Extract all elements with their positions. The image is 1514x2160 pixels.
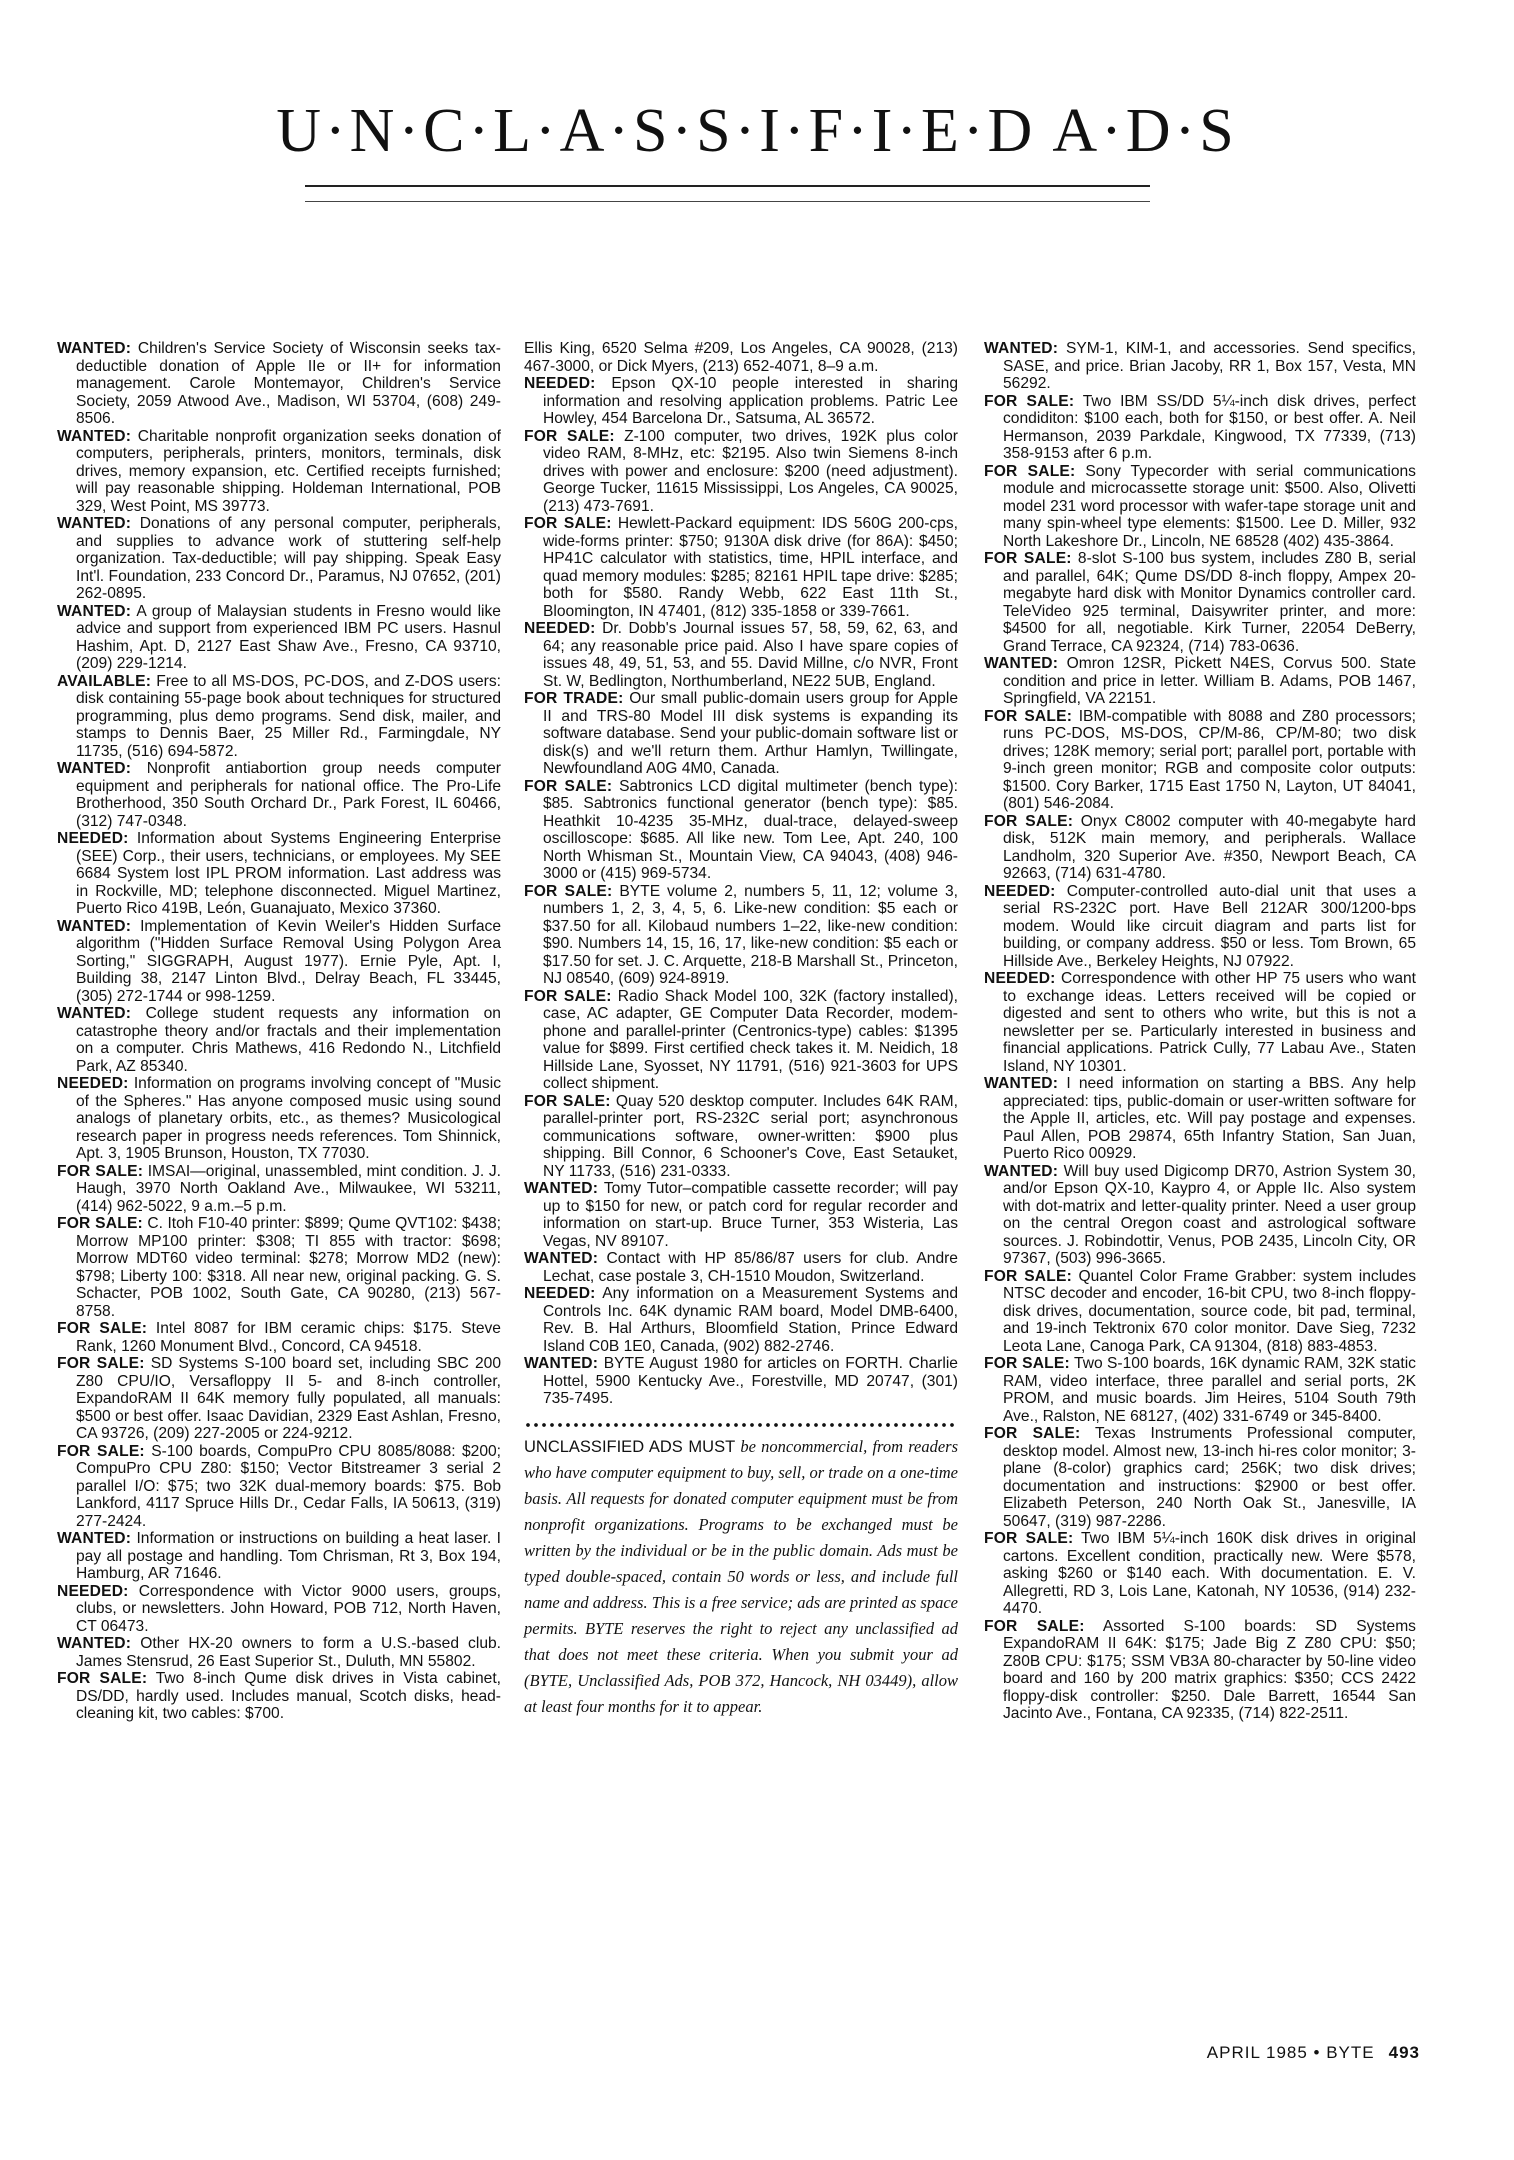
ad-text: Epson QX-10 people interested in sharing information and resolving application problems. Patric Lee Howley, 454 Barcelona Dr., Satsuma, AL 36572. (543, 375, 958, 427)
classified-ad (984, 1163, 1416, 1268)
classified-ad (57, 830, 501, 918)
ad-label: FOR SALE: (57, 1355, 145, 1372)
ad-label: WANTED: (57, 515, 132, 532)
ad-text: Implementation of Kevin Weiler's Hidden Surface algorithm ("Hidden Surface Removal Using Polygon Area Sorting," SIGGRAPH, August 1977). Ernie Pyle, Apt. I, Building 38, 2147 Linton Blvd., Delray Beach, FL 33445, (305) 272-1744 or 998-1259. (76, 917, 501, 1005)
ad-label: WANTED: (57, 1530, 132, 1547)
classified-ad (57, 1005, 501, 1075)
ad-label: WANTED: (57, 340, 132, 357)
ad-label: WANTED: (57, 427, 132, 445)
ads-column-3 (984, 340, 1416, 1723)
classified-ad (984, 1530, 1416, 1618)
ad-text: 8-slot S-100 bus system, includes Z80 B, serial and parallel, 64K; Qume DS/DD 8-inch floppy, Ampex 20-megabyte hard disk with Monitor Dynamics controller card. TeleVideo 925 terminal, Daisywriter printer, and more: $4500 for all, negotiable. Kirk Turner, 22054 DeBerry, Grand Terrace, CA 92324, (714) 783-0636. (1003, 550, 1416, 655)
ad-text: Radio Shack Model 100, 32K (factory installed), case, AC adapter, GE Computer Data Recorder, modem-phone and parallel-printer (Centronics-type) cables: $1395 value for $899. First certified check takes it. M. Neidich, 18 Hillside Lane, Syosset, NY 11791, (516) 921-3603 for UPS collect shipment. (543, 987, 958, 1092)
ad-label: WANTED: (524, 1250, 599, 1267)
ad-label: WANTED: (57, 602, 132, 620)
classified-ad (984, 550, 1416, 655)
classified-ad (57, 1320, 501, 1355)
classified-ad (984, 1075, 1416, 1163)
ad-text: Other HX-20 owners to form a U.S.-based club. James Stensrud, 26 East Superior St., Duluth, MN 55802. (76, 1635, 501, 1670)
classified-ad (524, 988, 958, 1093)
classified-ad (984, 883, 1416, 971)
ad-label: NEEDED: (984, 882, 1056, 900)
classified-ad (984, 340, 1416, 393)
ad-label: FOR SALE: (524, 515, 612, 532)
ad-label: FOR SALE: (984, 812, 1074, 830)
classified-ad (57, 1215, 501, 1320)
ads-column-1 (57, 340, 501, 1723)
ad-label: FOR SALE: (57, 1215, 143, 1232)
ad-text: IBM-compatible with 8088 and Z80 processors; runs PC-DOS, MS-DOS, CP/M-86, CP/M-80; two disk drives; 128K memory; serial port; parallel port, portable with 9-inch green monitor; RGB and composite color outputs: $1500. Cory Barker, 1715 East 1750 N, Layton, UT 84041, (801) 546-2084. (1003, 707, 1416, 812)
ad-text: Hewlett-Packard equipment: IDS 560G 200-cps, wide-forms printer: $750; 9130A disk drive (for 86A): $450; HP41C calculator with statistics, time, HPIL interface, and quad memory modules: $285; 82161 HPIL tape drive: $285; both for $580. Randy Webb, 622 East 11th St., Bloomington, IN 47401, (812) 335-1858 or 339-7661. (543, 515, 958, 620)
ad-text: Free to all MS-DOS, PC-DOS, and Z-DOS users: disk containing 55-page book about techniques for structured programming, plus demo programs. Send disk, mailer, and stamps to Dennis Baer, 25 Miller Rd., Farmingdale, NY 11735, (516) 694-5872. (76, 672, 501, 760)
ad-label: WANTED: (984, 1162, 1059, 1180)
ad-text: Correspondence with Victor 9000 users, groups, clubs, or newsletters. John Howard, POB 712, North Haven, CT 06473. (76, 1582, 501, 1635)
ad-text: Information on programs involving concept of "Music of the Spheres." Has anyone composed music using sound analogs of planetary orbits, etc., as themes? Musicological research paper in progress needs references. Tom Shinnick, Apt. 3, 1905 Brunson, Houston, TX 77030. (76, 1075, 501, 1162)
ad-label: WANTED: (524, 1180, 599, 1197)
classified-ad (524, 1355, 958, 1408)
ad-label: WANTED: (57, 760, 132, 777)
ad-label: FOR SALE: (984, 707, 1073, 725)
ad-label: NEEDED: (57, 1075, 129, 1092)
ad-label: FOR SALE: (984, 1617, 1085, 1635)
classified-ad (524, 340, 958, 375)
ad-text: Children's Service Society of Wisconsin seeks tax-deductible donation of Apple IIe or II+ for information management. Carole Montemayor, Children's Service Society, 2059 Atwood Ave., Madison, WI 53704, (608) 249-8506. (76, 340, 502, 427)
ad-label: WANTED: (984, 655, 1059, 672)
classified-ad (984, 1618, 1416, 1723)
ad-label: FOR TRADE: (524, 690, 624, 707)
ad-label: FOR SALE: (984, 392, 1075, 410)
ad-text: A group of Malaysian students in Fresno would like advice and support from experienced IBM PC users. Hasnul Hashim, Apt. D, 2127 East Shaw Ave., Fresno, CA 93710, (209) 229-1214. (76, 602, 501, 672)
classified-ad (984, 1355, 1416, 1425)
page-title: U·N·C·L·A·S·S·I·F·I·E·D A·D·S (276, 97, 1238, 165)
ad-label: FOR SALE: (524, 1092, 611, 1110)
ad-label: FOR SALE: (984, 462, 1076, 480)
ad-label: WANTED: (984, 1075, 1059, 1092)
classified-ad (57, 760, 501, 830)
classified-ad (524, 620, 958, 690)
dotted-divider (524, 1422, 958, 1428)
ad-text: Tomy Tutor–compatible cassette recorder; will pay up to $150 for new, or patch cord for regular recorder and information on start-up. Bruce Turner, 353 Wisteria, Las Vegas, NV 89107. (543, 1180, 958, 1250)
classified-ad (524, 515, 958, 620)
ad-label: FOR SALE: (984, 550, 1072, 567)
ad-text: Correspondence with other HP 75 users who want to exchange ideas. Letters received will be copied or digested and sent to others who write, but this is not a newsletter per se. Particularly interested in business and financial applications. Patrick Cully, 77 Labau Ave., Staten Island, NY 10301. (1003, 970, 1416, 1075)
classified-ad (57, 1635, 501, 1670)
ad-text: Donations of any personal computer, peripherals, and supplies to advance work of stuttering self-help organization. Tax-deductible; will pay shipping. Speak Easy Int'l. Foundation, 233 Concord Dr., Paramus, NJ 07652, (201) 262-0895. (76, 515, 501, 602)
notice-body: be noncommercial, from readers who have computer equipment to buy, sell, or trade on a one-time basis. All requests for donated computer equipment must be from nonprofit organizations. Programs to be exchanged must be written by the individual or be in the public domain. Ads must be typed double-spaced, contain 50 words or less, and include full name and address. This is a free service; ads are printed as space permits. BYTE reserves the right to reject any unclassified ad that does not meet these criteria. When you submit your ad (BYTE, Unclassified Ads, POB 372, Hancock, NH 03449), allow at least four months for it to appear. (524, 1436, 958, 1716)
classified-ad (57, 428, 501, 516)
classified-ad (984, 1268, 1416, 1356)
ad-label: NEEDED: (524, 620, 596, 637)
ad-label: FOR SALE: (524, 882, 613, 900)
ad-label: FOR SALE: (524, 427, 615, 445)
classified-ad (524, 1250, 958, 1285)
classified-ad (984, 970, 1416, 1075)
classified-ad (524, 375, 958, 428)
classified-ad (57, 340, 501, 428)
ad-text: Ellis King, 6520 Selma #209, Los Angeles, CA 90028, (213) 467-3000, or Dick Myers, (213) 652-4071, 8–9 a.m. (524, 340, 958, 375)
ad-label: FOR SALE: (524, 987, 612, 1005)
classified-ad (984, 655, 1416, 708)
submission-notice (524, 1434, 958, 1720)
ad-label: FOR SALE: (984, 1530, 1074, 1547)
ad-text: SYM-1, KIM-1, and accessories. Send specifics, SASE, and price. Brian Jacoby, RR 1, Box 157, Vesta, MN 56292. (1003, 340, 1416, 392)
ad-text: Two IBM 5¼-inch 160K disk drives in original cartons. Excellent condition, practically new. Were $578, asking $260 or $140 each. With documentation. E. V. Allegretti, RD 3, Lois Lane, Katonah, NY 10536, (914) 232-4470. (1003, 1530, 1416, 1617)
ad-text: College student requests any information on catastrophe theory and/or fractals and their implementation on a computer. Chris Mathews, 416 Redondo N., Litchfield Park, AZ 85340. (76, 1005, 501, 1075)
ad-label: WANTED: (57, 1635, 132, 1652)
ad-text: Two 8-inch Qume disk drives in Vista cabinet, DS/DD, hardly used. Includes manual, Scotch disks, head-cleaning kit, two cables: $700. (76, 1670, 501, 1722)
title-rule-top (305, 185, 1150, 187)
ad-text: S-100 boards, CompuPro CPU 8085/8088: $200; CompuPro CPU Z80: $150; Vector Bitstreamer 3 serial 2 parallel I/O: $75; two 32K dual-memory boards: $75. Bob Lankford, 4117 Spruce Hills Dr., Cedar Falls, IA 50613, (319) 277-2424. (76, 1442, 501, 1530)
classified-ad (984, 463, 1416, 551)
ad-label: AVAILABLE: (57, 672, 152, 690)
ad-text: Computer-controlled auto-dial unit that uses a serial RS-232C port. Have Bell 212AR 300/1200-bps modem. Would like circuit diagram and parts list for building, or company address. $50 or less. Tom Brown, 65 Hillside Ave., Berkeley Heights, NJ 07922. (1003, 882, 1416, 970)
classified-ad (57, 673, 501, 761)
classified-ad (524, 428, 958, 516)
ad-text: Two IBM SS/DD 5¼-inch disk drives, perfect condiditon: $100 each, both for $150, or best offer. A. Neil Hermanson, 2039 Parkdale, Kingwood, TX 77339, (713) 358-9153 after 6 p.m. (1003, 392, 1416, 462)
ad-label: NEEDED: (524, 1285, 596, 1302)
classified-ad (57, 918, 501, 1006)
ad-text: C. Itoh F10-40 printer: $899; Qume QVT102: $438; Morrow MP100 printer: $308; TI 855 with tractor: $698; Morrow MDT60 video terminal: $278; Morrow MD2 (new): $798; Liberty 100: $318. All near new, original packing. G. S. Schacter, POB 1002, South Gate, CA 90280, (213) 567-8758. (76, 1215, 501, 1320)
ad-text: Quay 520 desktop computer. Includes 64K RAM, parallel-printer port, RS-232C serial port; asynchronous communications software, owner-written: $900 plus shipping. Bill Connor, 6 Schooner's Cove, East Setauket, NY 11733, (516) 231-0333. (543, 1092, 958, 1180)
ad-label: FOR SALE: (984, 1355, 1070, 1372)
ad-text: Omron 12SR, Pickett N4ES, Corvus 500. State condition and price in letter. William B. Adams, POB 1467, Springfield, VA 22151. (1003, 655, 1416, 707)
classified-ad (524, 690, 958, 778)
classified-ad (57, 1075, 501, 1163)
ad-text: Information about Systems Engineering Enterprise (SEE) Corp., their users, technicians, or employees. My SEE 6684 System lost IPL PROM information. Last address was in Rockville, MD; telephone disconnected. Miguel Martinez, Puerto Rico 419B, León, Guanajuato, Mexico 37360. (76, 830, 501, 917)
ad-text: Dr. Dobb's Journal issues 57, 58, 59, 62, 63, and 64; any reasonable price paid. Also I have spare copies of issues 48, 49, 51, 53, and 55. David Millne, c/o NVR, Front St. W, Bedlington, Northumberland, NE22 5UB, England. (543, 620, 958, 690)
ad-text: Information or instructions on building a heat laser. I pay all postage and handling. Tom Chrisman, Rt 3, Box 194, Hamburg, AR 71646. (76, 1530, 501, 1582)
ad-text: Two S-100 boards, 16K dynamic RAM, 32K static RAM, video interface, three parallel and serial ports, 2K PROM, and music boards. Jim Heires, 5104 South 79th Ave., Ralston, NE 68127, (402) 331-6749 or 345-8400. (1003, 1355, 1416, 1425)
classified-ad (57, 515, 501, 603)
ad-label: WANTED: (57, 1005, 132, 1022)
page-footer (1207, 2043, 1420, 2063)
ad-label: WANTED: (524, 1355, 599, 1372)
classified-ad (984, 1425, 1416, 1530)
ad-label: NEEDED: (984, 970, 1056, 987)
classified-ad (984, 813, 1416, 883)
ad-text: BYTE volume 2, numbers 5, 11, 12; volume 3, numbers 1, 2, 3, 4, 5, 6. Like-new condition: $5 each or $37.50 for all. Kilobaud numbers 1–22, like-new condition: $90. Numbers 14, 15, 16, 17, like-new condition: $5 each or $17.50 for set. J. C. Arquette, 218-B Marshall St., Princeton, NJ 08540, (609) 924-8919. (543, 882, 958, 987)
ad-text: I need information on starting a BBS. Any help appreciated: tips, public-domain or user-written software for the Apple II, articles, etc. Will pay postage and expenses. Paul Allen, POB 29874, 65th Infantry Station, San Juan, Puerto Rico 00929. (1003, 1075, 1416, 1162)
title-rule-bottom (305, 201, 1150, 202)
ad-text: Texas Instruments Professional computer, desktop model. Almost new, 13-inch hi-res color monitor; 3-plane (8-color) graphics card; 256K; two disk drives; documentation and instructions: $2900 or best offer. Elizabeth Peterson, 240 North Oak St., Janesville, IA 50647, (319) 987-2286. (1003, 1425, 1416, 1530)
notice-lead: UNCLASSIFIED ADS MUST (524, 1437, 736, 1456)
classified-ad (57, 603, 501, 673)
classified-ad (57, 1443, 501, 1531)
ad-text: Our small public-domain users group for Apple II and TRS-80 Model III disk systems is expanding its software database. Send your public-domain software list or disk(s) and we'll return them. Arthur Hamlyn, Twillingate, Newfoundland A0G 4M0, Canada. (543, 690, 958, 777)
issue-label: APRIL 1985 • BYTE (1206, 2043, 1375, 2062)
classified-ad (524, 1093, 958, 1181)
ad-text: Charitable nonprofit organization seeks donation of computers, peripherals, printers, monitors, terminals, disk drives, memory expansion, etc. Certified receipts furnished; will pay reasonable shipping. Holdeman International, POB 329, West Point, MS 39773. (76, 427, 501, 515)
ad-text: Intel 8087 for IBM ceramic chips: $175. Steve Rank, 1260 Monument Blvd., Concord, CA 94518. (76, 1320, 501, 1355)
classified-ad (57, 1355, 501, 1443)
ad-text: Z-100 computer, two drives, 192K plus color video RAM, 8-MHz, etc: $2195. Also twin Siemens 8-inch drives with power and enclosure: $200 (need adjustment). George Tucker, 11615 Mississippi, Los Angeles, CA 90025, (213) 473-7691. (543, 427, 958, 515)
classified-ad (524, 883, 958, 988)
ad-text: Nonprofit antiabortion group needs computer equipment and peripherals for national office. The Pro-Life Brotherhood, 350 South Orchard Dr., Park Forest, IL 60466, (312) 747-0348. (76, 760, 501, 830)
ad-text: BYTE August 1980 for articles on FORTH. Charlie Hottel, 5900 Kentucky Ave., Forestville, MD 20747, (301) 735-7495. (543, 1355, 958, 1407)
ad-label: FOR SALE: (984, 1267, 1072, 1285)
classified-ad (984, 708, 1416, 813)
ad-text: SD Systems S-100 board set, including SBC 200 Z80 CPU/IO, Versafloppy II 5- and 8-inch controller, ExpandoRAM II 64K memory fully populated, all manuals: $500 or best offer. Isaac Davidian, 2329 East Ashlan, Fresno, CA 93726, (209) 227-2005 or 224-9212. (76, 1355, 501, 1442)
classified-ad (524, 1180, 958, 1250)
ad-text: Sony Typecorder with serial communications module and microcassette storage unit: $500. Also, Olivetti model 231 word processor with wafer-tape storage unit and many spin-wheel type elements: $1500. Lee D. Miller, 932 North Lakeshore Dr., Lincoln, NE 68528 (402) 435-3864. (1003, 462, 1416, 550)
classified-ad (57, 1530, 501, 1583)
classified-ad (57, 1583, 501, 1636)
classified-ad (524, 778, 958, 883)
classified-ad (57, 1670, 501, 1723)
ad-label: FOR SALE: (57, 1670, 148, 1687)
ads-column-2 (524, 340, 958, 1720)
ad-label: FOR SALE: (984, 1425, 1081, 1442)
ad-text: Contact with HP 85/86/87 users for club. Andre Lechat, case postale 3, CH-1510 Moudon, Switzerland. (543, 1250, 958, 1285)
ad-label: WANTED: (57, 917, 132, 935)
ad-text: IMSAI—original, unassembled, mint condition. J. J. Haugh, 3970 North Oakland Ave., Milwaukee, WI 53211, (414) 962-5022, 9 a.m.–5 p.m. (76, 1162, 501, 1215)
ad-text: Onyx C8002 computer with 40-megabyte hard disk, 512K main memory, and peripherals. Wallace Landholm, 320 Superior Ave. #350, Newport Beach, CA 92663, (714) 631-4780. (1003, 812, 1416, 882)
ad-label: FOR SALE: (57, 1162, 144, 1180)
ad-text: Any information on a Measurement Systems and Controls Inc. 64K dynamic RAM board, Model DMB-6400, Rev. B. Hal Arthurs, Bloomfield Station, Prince Edward Island C0B 1E0, Canada, (902) 882-2746. (543, 1285, 958, 1355)
classified-ad (57, 1163, 501, 1216)
page-number: 493 (1388, 2043, 1420, 2062)
ad-label: FOR SALE: (524, 777, 613, 795)
ad-label: NEEDED: (57, 830, 129, 847)
ad-label: NEEDED: (524, 375, 596, 392)
ad-text: Will buy used Digicomp DR70, Astrion System 30, and/or Epson QX-10, Kaypro 4, or Apple IIc. Also system with dot-matrix and letter-quality printer. Need a user group on the central Oregon coast and astrological software sources. J. Robindottir, Venus, POB 2435, Lincoln City, OR 97367, (503) 996-3665. (1003, 1162, 1416, 1267)
classified-ad (984, 393, 1416, 463)
ad-text: Assorted S-100 boards: SD Systems ExpandoRAM II 64K: $175; Jade Big Z Z80 CPU: $50; Z80B CPU: $175; SSM VB3A 80-character by 50-line video board and 160 by 200 matrix graphics: $350; CCS 2422 floppy-disk controller: $250. Dale Barrett, 16544 San Jacinto Ave., Fontana, CA 92335, (714) 822-2511. (1003, 1617, 1416, 1722)
classified-ad (524, 1285, 958, 1355)
ad-text: Quantel Color Frame Grabber: system includes NTSC decoder and encoder, 16-bit CPU, two 8-inch floppy-disk drives, documentation, source code, bit pad, terminal, and 19-inch Tektronix 670 color monitor. Dave Sieg, 7232 Leota Lane, Canoga Park, CA 91304, (818) 883-4853. (1003, 1267, 1416, 1355)
ad-label: FOR SALE: (57, 1442, 145, 1460)
ad-label: WANTED: (984, 340, 1059, 357)
ad-text: Sabtronics LCD digital multimeter (bench type): $85. Sabtronics functional generator (bench type): $85. Heathkit 10-4235 35-MHz, dual-trace, delayed-sweep oscilloscope: $685. All like new. Tom Lee, Apt. 240, 100 North Whisman St., Mountain View, CA 94043, (408) 946-3000 or (415) 969-5734. (543, 777, 958, 882)
ad-label: FOR SALE: (57, 1320, 148, 1337)
ad-label: NEEDED: (57, 1582, 129, 1600)
